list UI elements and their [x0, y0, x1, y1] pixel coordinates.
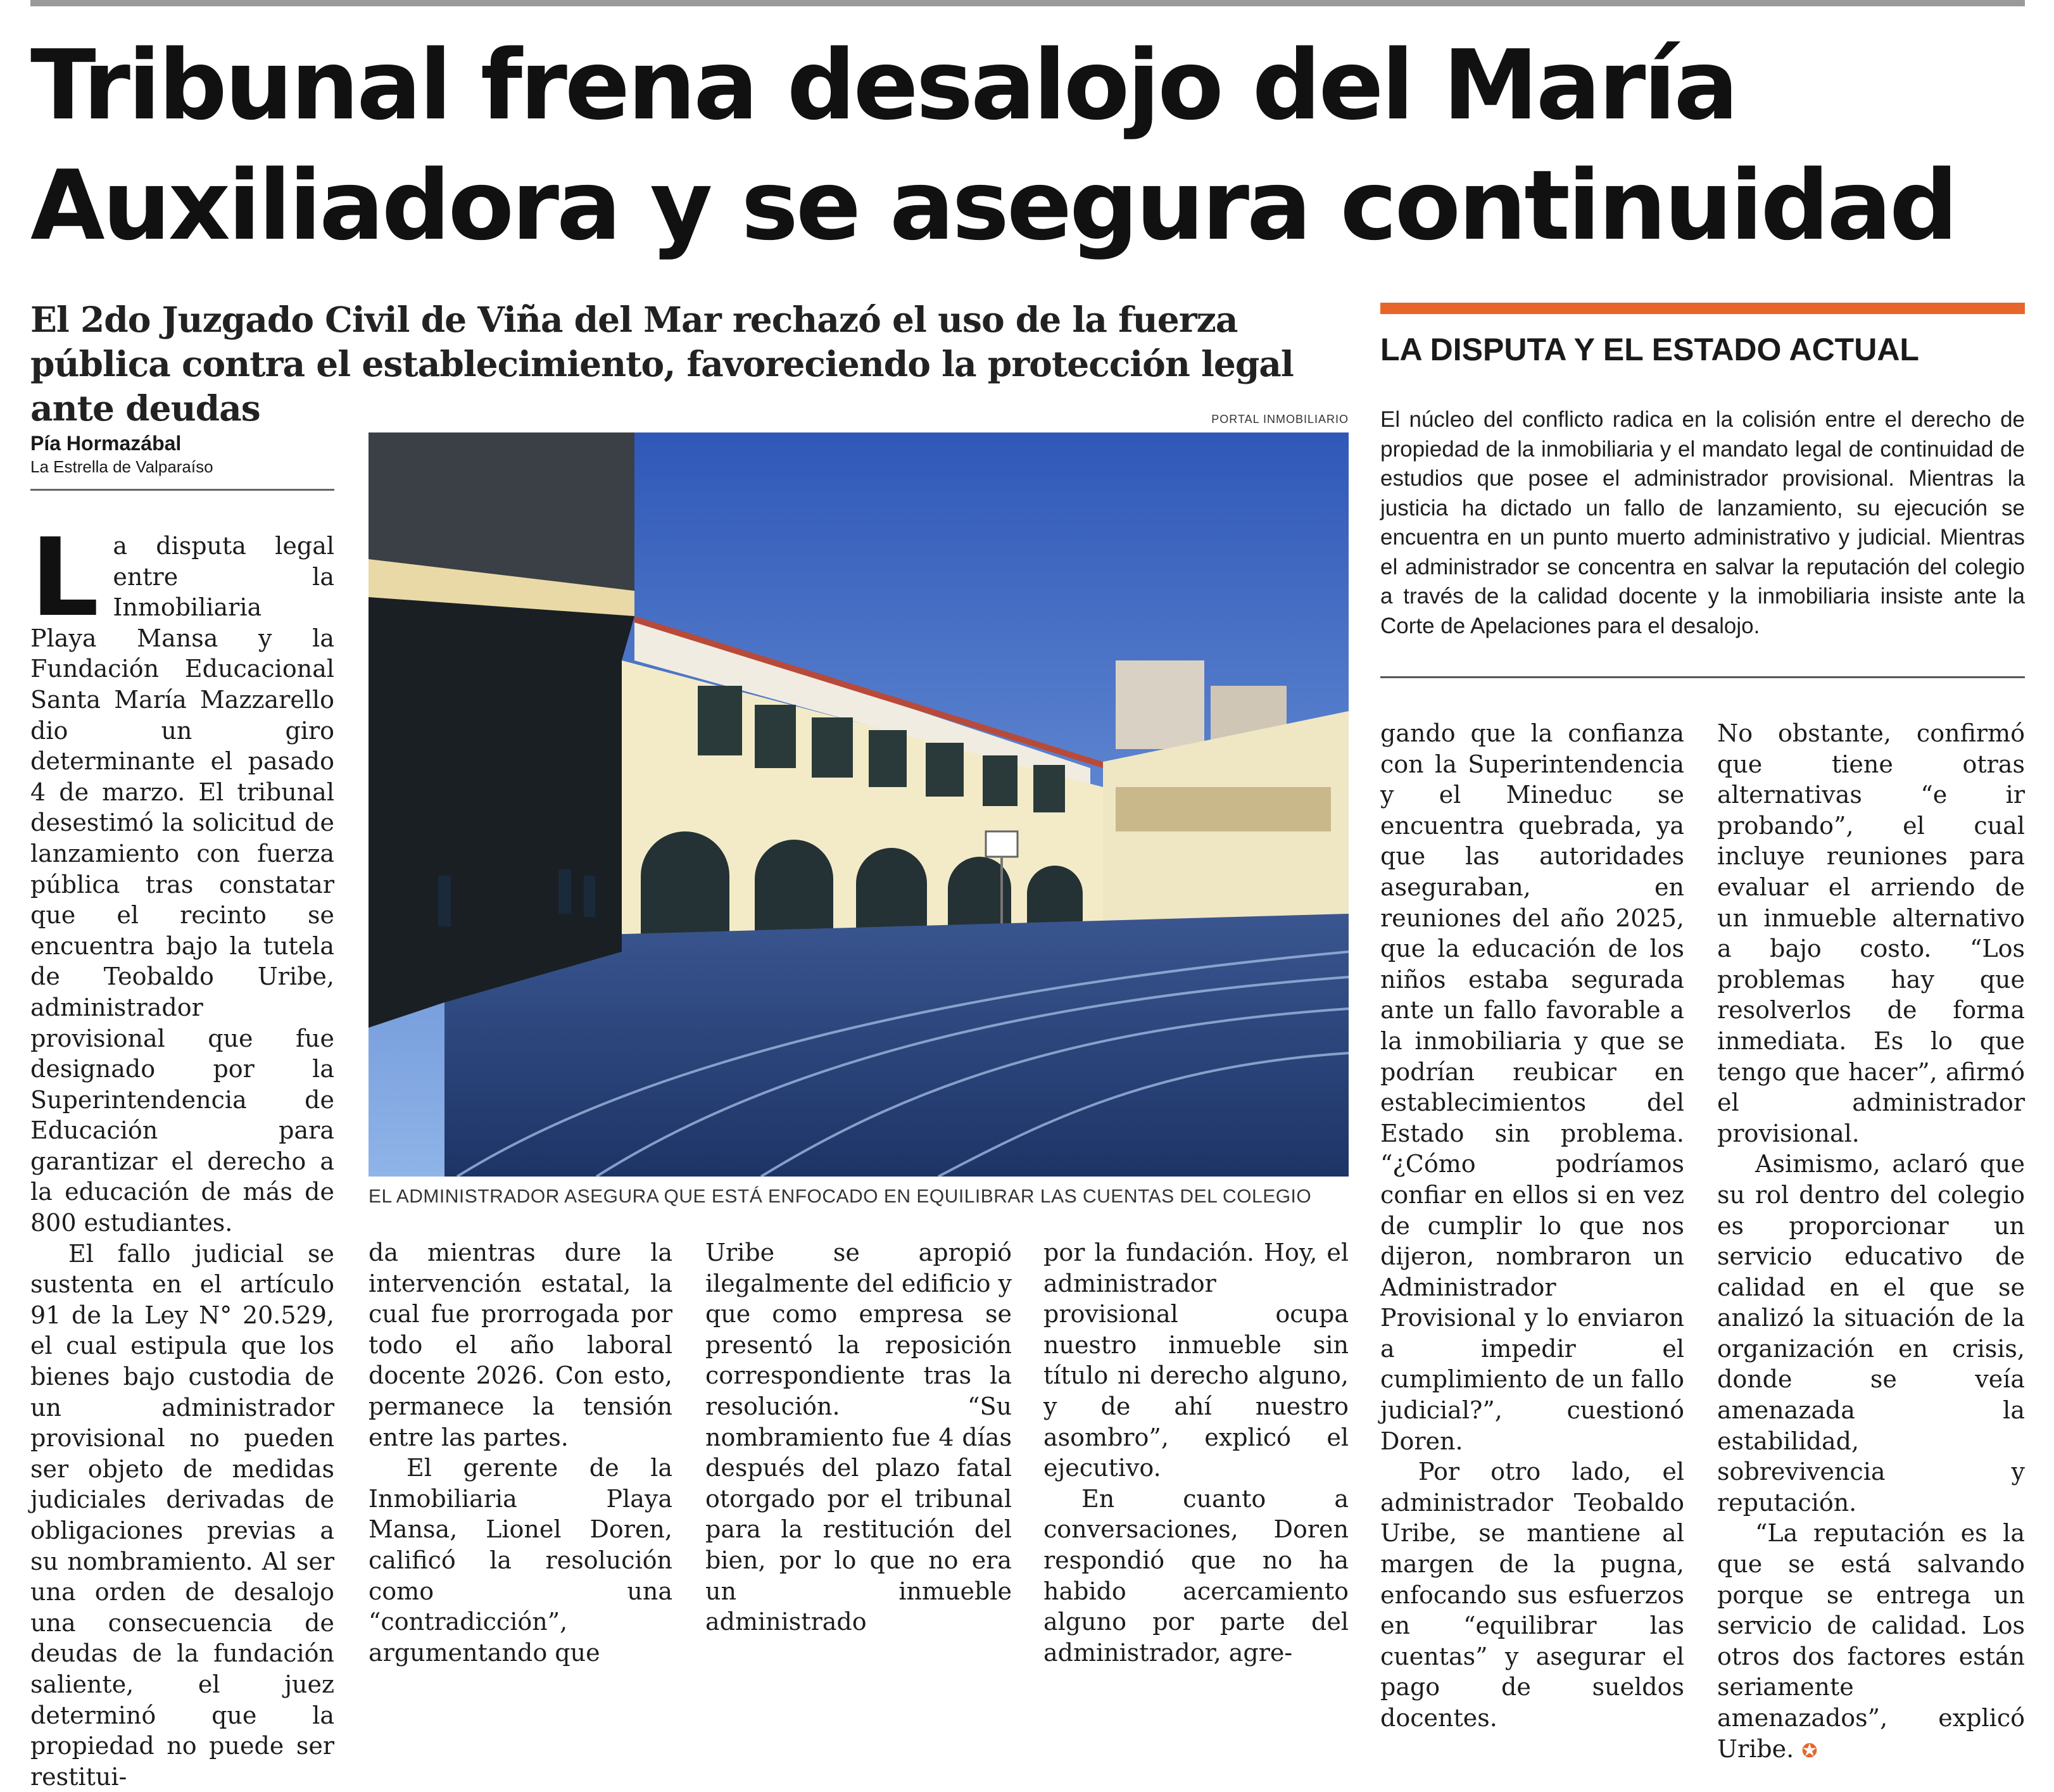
author-name: Pía Hormazábal — [30, 432, 182, 455]
article-column-6 — [1717, 718, 2025, 1767]
paragraph-text: a disputa legal entre la Inmobiliaria Playa Mansa y la Fundación Educacional Santa María Mazzarello dio un giro determinante el pasado 4 de marzo. El tribunal desestimó la solicitud de lanzamiento con fuerza pública tras constatar que el recinto se encuentra bajo la tutela de Teobaldo Uribe, administrador provisional que fue designado por la Superintendencia de Educación para garantizar el derecho a la educación de más de 800 estudiantes. — [30, 532, 334, 1237]
sidebar-bottom-rule — [1380, 676, 2025, 678]
deck-subheadline: El 2do Juzgado Civil de Viña del Mar rechazó el uso de la fuerza pública contra el establecimiento, favoreciendo la protección legal ante deudas — [30, 299, 1294, 429]
publication-name: La Estrella de Valparaíso — [30, 457, 213, 476]
top-rule — [30, 0, 2025, 6]
article-column-4 — [1043, 1237, 1349, 1668]
photo-illustration — [369, 432, 1349, 1177]
drop-cap: L — [30, 515, 99, 641]
article-paragraph: En cuanto a conversaciones, Doren respondió que no ha habido acercamiento alguno por parte del administrador, agre- — [1043, 1484, 1349, 1667]
article-paragraph: por la fundación. Hoy, el administrador provisional ocupa nuestro inmueble sin título ni derecho alguno, y de ahí nuestro asombro”, explicó el ejecutivo. — [1043, 1239, 1349, 1482]
paragraph-text: “La reputación es la que se está salvando porque se entrega un servicio de calidad. Los otros dos factores están seriamente amenazados”, explicó Uribe. — [1717, 1519, 2025, 1763]
article-paragraph: Por otro lado, el administrador Teobaldo Uribe, se mantiene al margen de la pugna, enfocando sus esfuerzos en “equilibrar las cuentas” y asegurar el pago de sueldos docentes. — [1380, 1458, 1684, 1732]
sidebar-body: El núcleo del conflicto radica en la colisión entre el derecho de propiedad de la inmobiliaria y el mandato legal de continuidad de estudios que posee el administrador provisional. Mientras la justicia ha dictado un fallo de lanzamiento, su ejecución se encuentra en un punto muerto administrativo y judicial. Mientras el administrador se concentra en salvar la reputación del colegio a través de la calidad docente y la inmobiliaria insiste ante la Corte de Apelaciones para el desalojo. — [1380, 407, 2025, 638]
article-paragraph: da mientras dure la intervención estatal, la cual fue prorrogada por todo el año laboral docente 2026. Con esto, permanece la tensión entre las partes. — [369, 1239, 672, 1451]
article-paragraph: Uribe se apropió ilegalmente del edificio y que como empresa se presentó la reposición correspondiente tras la resolución. “Su nombramiento fue 4 días después del plazo fatal otorgado por el tribunal para la restitución del bien, por lo que no era un inmueble administrado — [705, 1239, 1012, 1636]
article-paragraph — [1717, 1518, 2025, 1767]
school-courtyard-photo — [369, 432, 1349, 1177]
byline — [30, 431, 334, 477]
headline: Tribunal frena desalojo del María Auxiliadora y se asegura continuidad — [30, 29, 1956, 262]
article-paragraph: El fallo judicial se sustenta en el artículo 91 de la Ley N° 20.529, el cual estipula que los bienes bajo custodia de un administrador provisional no pueden ser objeto de medidas judiciales derivadas de obligaciones previas a su nombramiento. Al ser una orden de desalojo una consecuencia de deudas de la fundación saliente, el juez determinó que la propiedad no puede ser restitui- — [30, 1239, 334, 1791]
photo-credit: PORTAL INMOBILIARIO — [1211, 413, 1349, 426]
byline-divider — [30, 489, 334, 491]
end-mark-icon: ✪ — [1801, 1739, 1818, 1762]
sidebar-title: LA DISPUTA Y EL ESTADO ACTUAL — [1380, 332, 1919, 367]
photo-caption: EL ADMINISTRADOR ASEGURA QUE ESTÁ ENFOCADO EN EQUILIBRAR LAS CUENTAS DEL COLEGIO — [369, 1186, 1312, 1207]
article-column-2 — [369, 1237, 672, 1668]
article-paragraph: El gerente de la Inmobiliaria Playa Mansa, Lionel Doren, calificó la resolución como una “contradicción”, argumentando que — [369, 1454, 672, 1667]
article-column-3 — [705, 1237, 1012, 1637]
article-column-1 — [30, 515, 334, 1792]
sidebar-accent-rule — [1380, 303, 2025, 314]
article-paragraph: gando que la confianza con la Superintendencia y el Mineduc se encuentra quebrada, ya que las autoridades aseguraban, en reuniones del año 2025, que la educación de los niños estaba segurada ante un fallo favorable a la inmobiliaria y que se podrían reubicar en establecimientos del Estado sin problema. “¿Cómo podríamos confiar en ellos si en vez de cumplir lo que nos dijeron, nombraron un Administrador Provisional y lo enviaron a impedir el cumplimiento de un fallo judicial?”, cuestionó Doren. — [1380, 719, 1684, 1455]
article-paragraph: No obstante, confirmó que tiene otras alternativas “e ir probando”, el cual incluye reuniones para evaluar el arriendo de un inmueble alternativo a bajo costo. “Los problemas hay que resolverlos de forma inmediata. Es lo que tengo que hacer”, afirmó el administrador provisional. — [1717, 719, 2025, 1147]
article-paragraph: Asimismo, aclaró que su rol dentro del colegio es proporcionar un servicio educativo de calidad en el que se analizó la situación de la organización en crisis, donde se veía amenazada la estabilidad, sobrevivencia y reputación. — [1717, 1150, 2025, 1517]
article-paragraph — [30, 515, 334, 1239]
article-column-5 — [1380, 718, 1684, 1734]
